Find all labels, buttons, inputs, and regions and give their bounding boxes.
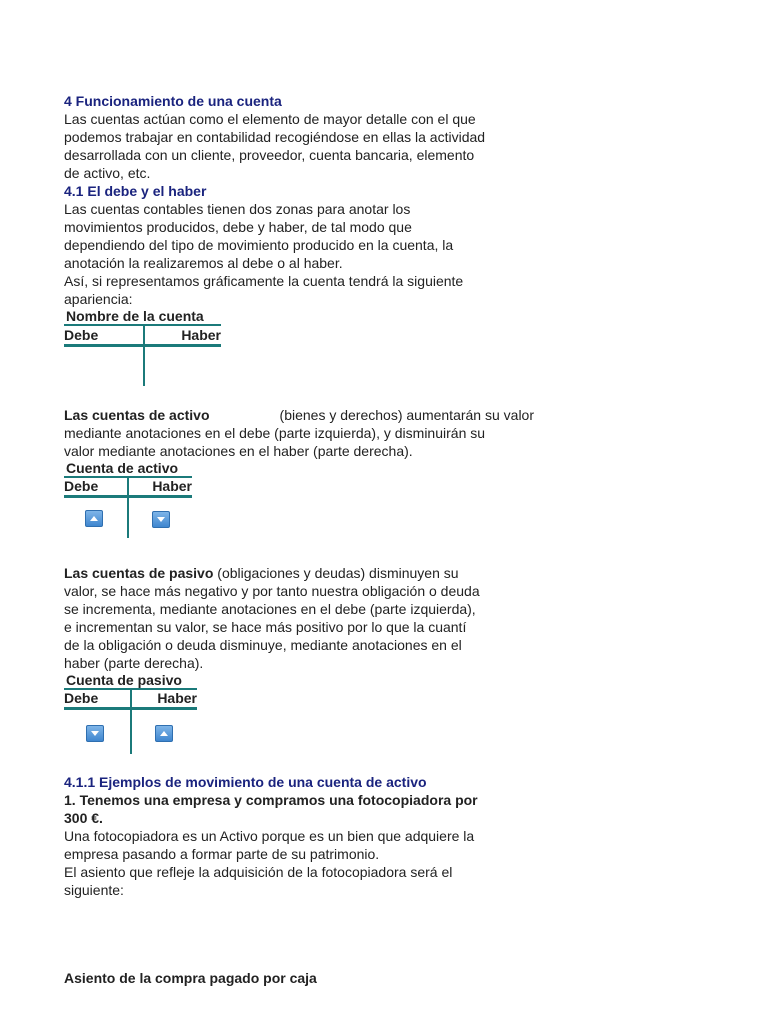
paragraph-line: desarrollada con un cliente, proveedor, cuenta bancaria, elemento [64, 147, 475, 163]
taccount-title: Cuenta de activo [64, 460, 192, 478]
debe-label: Debe [64, 690, 99, 706]
paragraph-line: podemos trabajar en contabilidad recogiéndose en ellas la actividad [64, 129, 486, 145]
arrow-down-icon[interactable] [152, 511, 170, 528]
paragraph-line: e incrementan su valor, se hace más positivo por lo que la cuantí [64, 619, 467, 635]
taccount-title: Cuenta de pasivo [64, 672, 197, 690]
taccount-title: Nombre de la cuenta [64, 308, 221, 326]
section-4-1-1-heading: 4.1.1 Ejemplos de movimiento de una cuenta de activo [64, 774, 427, 790]
haber-label: Haber [181, 327, 221, 343]
paragraph-line: Así, si representamos gráficamente la cuenta tendrá la siguiente [64, 273, 464, 289]
paragraph-line: siguiente: [64, 882, 124, 898]
document-page [64, 92, 534, 987]
debe-label: Debe [64, 327, 99, 343]
taccount-vertical-rule [130, 690, 132, 754]
paragraph-line: anotación la realizaremos al debe o al haber. [64, 255, 343, 271]
paragraph-line: Las cuentas actúan como el elemento de mayor detalle con el que [64, 111, 476, 127]
activo-bold-lead: Las cuentas de activo [64, 407, 210, 423]
haber-label: Haber [152, 478, 192, 494]
paragraph-line: dependiendo del tipo de movimiento producido en la cuenta, la [64, 237, 454, 253]
taccount-pasivo [64, 672, 197, 758]
paragraph-line: valor mediante anotaciones en el haber (parte derecha). [64, 443, 413, 459]
paragraph-line: apariencia: [64, 291, 133, 307]
taccount-generic [64, 308, 221, 388]
section-4-paragraph [64, 110, 534, 182]
example-line: 1. Tenemos una empresa y compramos una fotocopiadora por [64, 792, 478, 808]
paragraph-line: de la obligación o deuda disminuye, mediante anotaciones en el [64, 637, 462, 653]
paragraph-line [64, 564, 534, 582]
pasivo-bold-lead: Las cuentas de pasivo [64, 565, 214, 581]
paragraph-line [64, 406, 534, 424]
example-statement [64, 791, 534, 827]
debe-label: Debe [64, 478, 99, 494]
paragraph-line: mediante anotaciones en el debe (parte izquierda), y disminuirán su [64, 425, 486, 441]
taccount-vertical-rule [143, 326, 145, 386]
haber-label: Haber [157, 690, 197, 706]
paragraph-line: se incrementa, mediante anotaciones en el debe (parte izquierda), [64, 601, 476, 617]
taccount-activo [64, 460, 192, 544]
section-4-1-paragraph [64, 200, 534, 308]
taccount-vertical-rule [127, 478, 129, 538]
pasivo-line1-rest: (obligaciones y deudas) disminuyen su [213, 565, 459, 581]
paragraph-line: Una fotocopiadora es un Activo porque es un bien que adquiere la [64, 828, 475, 844]
arrow-up-icon[interactable] [155, 725, 173, 742]
section-4-1-heading: 4.1 El debe y el haber [64, 183, 207, 199]
paragraph-line: valor, se hace más negativo y por tanto nuestra obligación o deuda [64, 583, 480, 599]
paragraph-line: empresa pasando a formar parte de su patrimonio. [64, 846, 380, 862]
paragraph-line: Las cuentas contables tienen dos zonas para anotar los [64, 201, 411, 217]
paragraph-line: haber (parte derecha). [64, 655, 204, 671]
pasivo-paragraph [64, 564, 534, 672]
section-4-1-1-paragraph [64, 827, 534, 899]
arrow-down-icon[interactable] [86, 725, 104, 742]
paragraph-line: El asiento que refleje la adquisición de la fotocopiadora será el [64, 864, 453, 880]
arrow-up-icon[interactable] [85, 510, 103, 527]
section-4-heading: 4 Funcionamiento de una cuenta [64, 93, 282, 109]
paragraph-line: de activo, etc. [64, 165, 151, 181]
activo-paragraph [64, 406, 534, 460]
example-line: 300 €. [64, 810, 103, 826]
activo-line1-rest: (bienes y derechos) aumentarán su valor [279, 407, 534, 423]
asiento-caption: Asiento de la compra pagado por caja [64, 970, 317, 986]
paragraph-line: movimientos producidos, debe y haber, de tal modo que [64, 219, 412, 235]
